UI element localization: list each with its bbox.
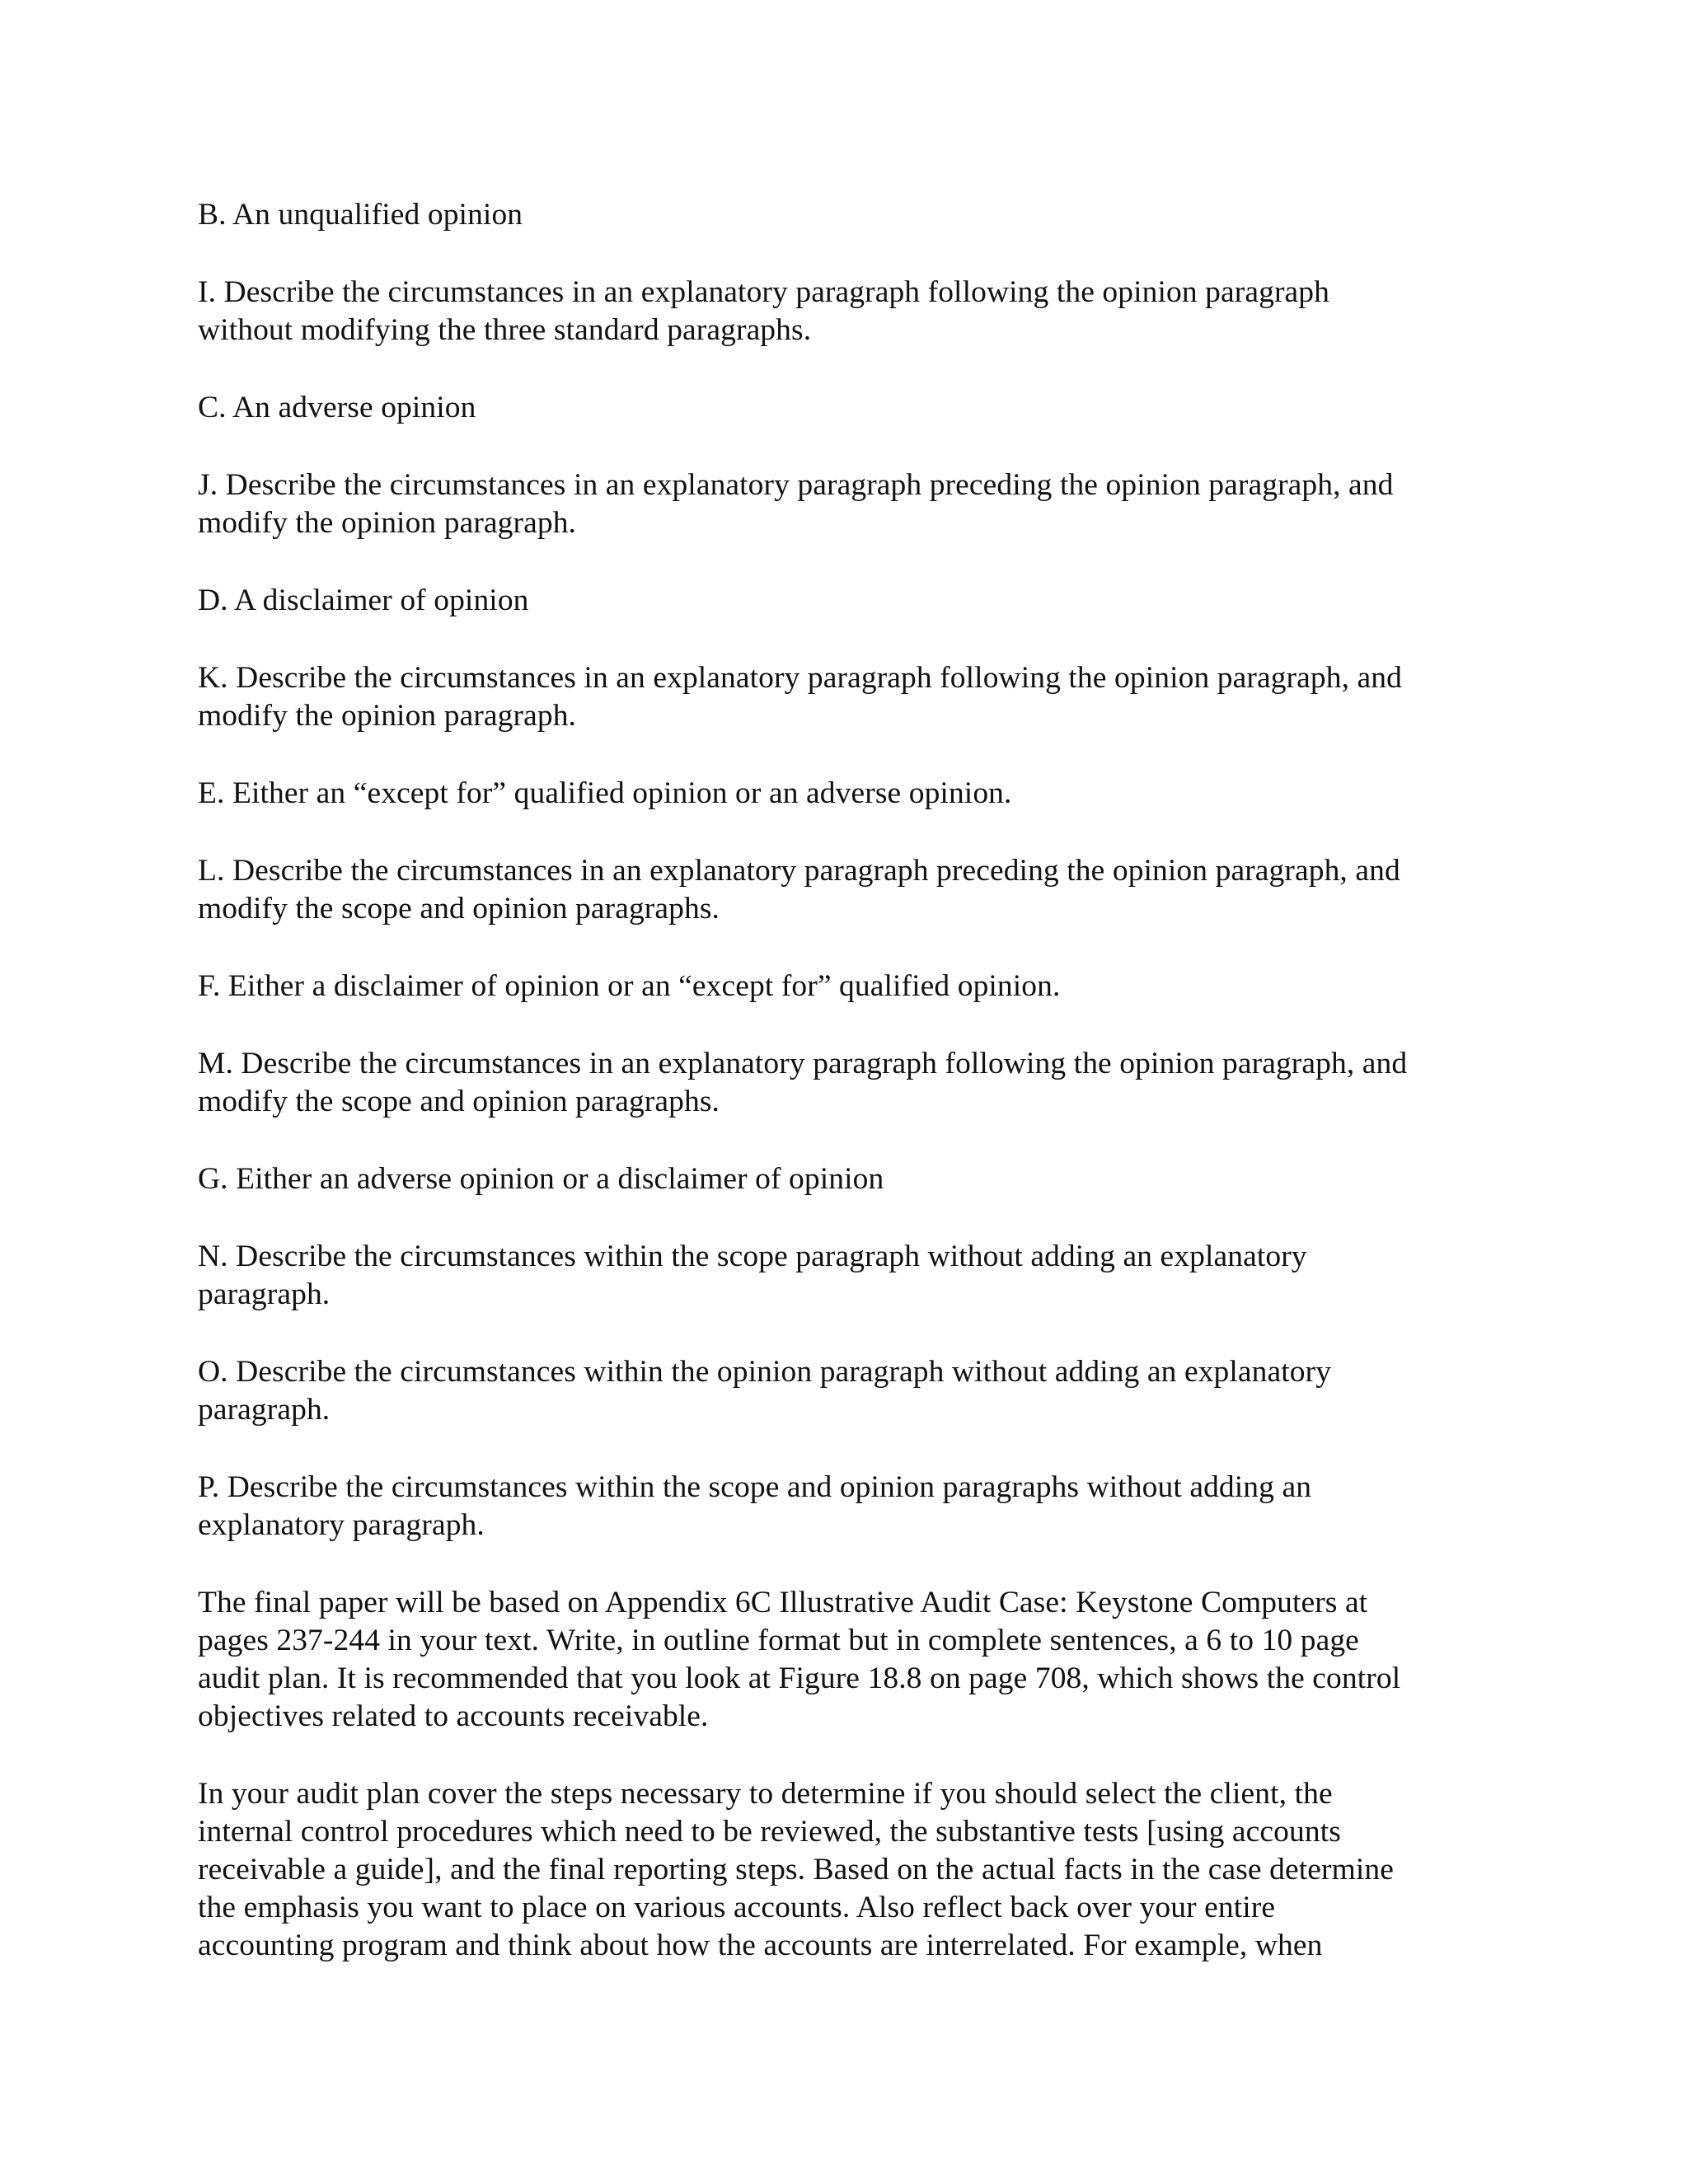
answer-option-c: C. An adverse opinion bbox=[198, 391, 476, 424]
answer-option-p: P. Describe the circumstances within the scope and opinion paragraphs without adding an explanatory paragraph. bbox=[198, 1470, 1312, 1542]
answer-option-k: K. Describe the circumstances in an explanatory paragraph following the opinion paragraph, and modify the opinion paragraph. bbox=[198, 661, 1402, 733]
answer-option-b: B. An unqualified opinion bbox=[198, 198, 523, 232]
answer-option-g: G. Either an adverse opinion or a disclaimer of opinion bbox=[198, 1162, 884, 1196]
answer-option-e: E. Either an “except for” qualified opinion or an adverse opinion. bbox=[198, 776, 1012, 810]
answer-option-n: N. Describe the circumstances within the scope paragraph without adding an explanatory paragraph. bbox=[198, 1240, 1307, 1311]
answer-option-o: O. Describe the circumstances within the opinion paragraph without adding an explanatory paragraph. bbox=[198, 1355, 1332, 1427]
answer-option-m: M. Describe the circumstances in an explanatory paragraph following the opinion paragraph, and modify the scope and opinion paragraphs. bbox=[198, 1047, 1408, 1118]
final-paper-instructions: The final paper will be based on Appendix 6C Illustrative Audit Case: Keystone Computers at pages 237-244 in your text. Write, in outline format but in complete sentences, a 6 to 10 page audit plan. It is recommended that you look at Figure 18.8 on page 708, which shows the control objectives related to accounts receivable. bbox=[198, 1586, 1401, 1733]
answer-option-j: J. Describe the circumstances in an explanatory paragraph preceding the opinion paragraph, and modify the opinion paragraph. bbox=[198, 468, 1394, 540]
answer-option-l: L. Describe the circumstances in an explanatory paragraph preceding the opinion paragraph, and modify the scope and opinion paragraphs. bbox=[198, 854, 1400, 926]
document-body bbox=[198, 196, 1484, 2004]
answer-option-i: I. Describe the circumstances in an explanatory paragraph following the opinion paragraph without modifying the three standard paragraphs. bbox=[198, 275, 1329, 347]
audit-plan-instructions: In your audit plan cover the steps necessary to determine if you should select the client, the internal control procedures which need to be reviewed, the substantive tests [using accounts receivable a guide], and the final reporting steps. Based on the actual facts in the case determine the emphasis you want to place on various accounts. Also reflect back over your entire accounting program and think about how the accounts are interrelated. For example, when bbox=[198, 1777, 1394, 1962]
answer-option-f: F. Either a disclaimer of opinion or an “except for” qualified opinion. bbox=[198, 969, 1061, 1003]
answer-option-d: D. A disclaimer of opinion bbox=[198, 583, 529, 617]
